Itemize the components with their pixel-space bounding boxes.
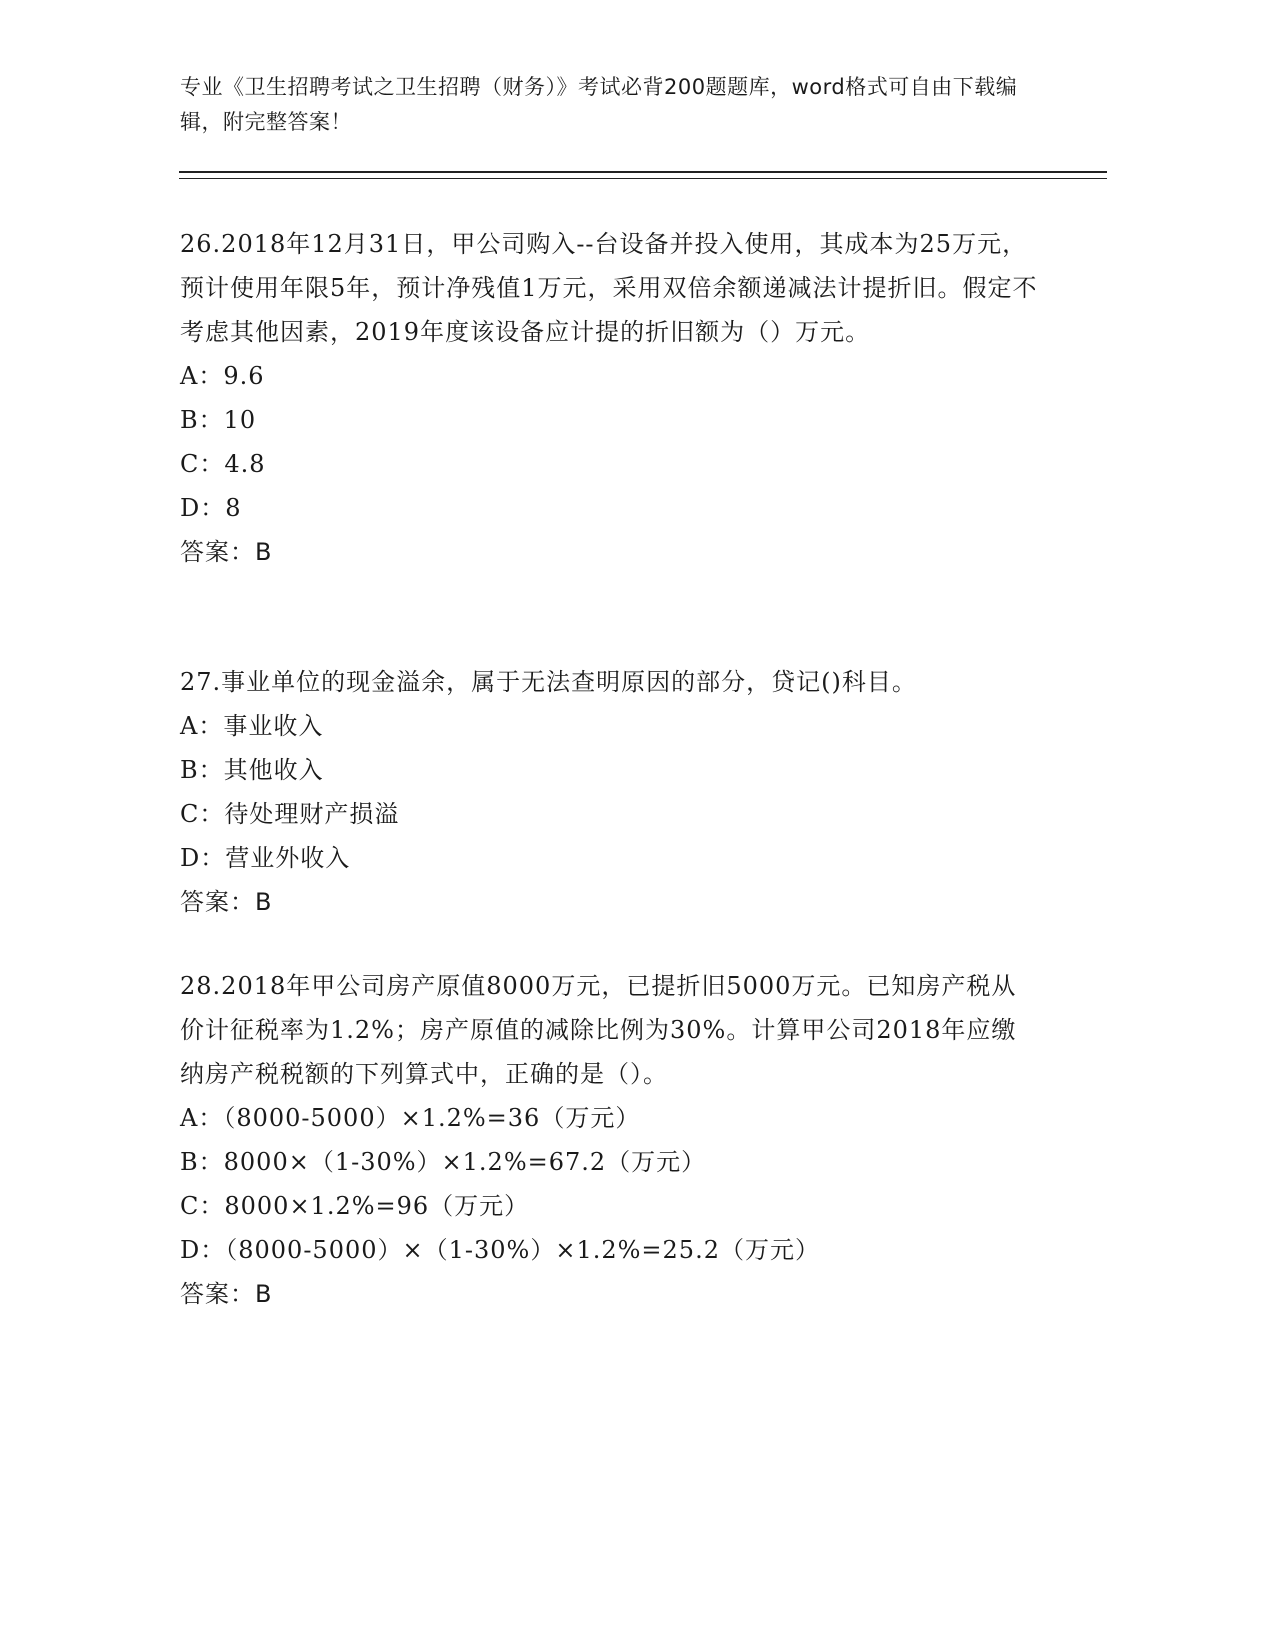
- option-c: C：4.8: [180, 450, 266, 478]
- header-divider-top: [179, 171, 1107, 173]
- question-26: [180, 222, 1040, 574]
- question-stem: 27.事业单位的现金溢余，属于无法查明原因的部分，贷记()科目。: [180, 668, 917, 696]
- option-c: C：待处理财产损溢: [180, 800, 400, 828]
- question-27: [180, 660, 1040, 924]
- option-a: A：（8000-5000）×1.2%=36（万元）: [180, 1104, 641, 1132]
- option-b: B：其他收入: [180, 756, 324, 784]
- answer: 答案：B: [180, 888, 273, 916]
- option-a: A：事业收入: [180, 712, 324, 740]
- option-b: B：10: [180, 406, 257, 434]
- option-c: C：8000×1.2%=96（万元）: [180, 1192, 530, 1220]
- option-b: B：8000×（1-30%）×1.2%=67.2（万元）: [180, 1148, 707, 1176]
- answer: 答案：B: [180, 538, 273, 566]
- option-a: A：9.6: [180, 362, 265, 390]
- answer: 答案：B: [180, 1280, 273, 1308]
- question-stem: 26.2018年12月31日，甲公司购入--台设备并投入使用，其成本为25万元，预计使用年限5年，预计净残值1万元，采用双倍余额递减法计提折旧。假定不考虑其他因素，2019年度该设备应计提的折旧额为（）万元。: [180, 230, 1038, 346]
- option-d: D：（8000-5000）×（1-30%）×1.2%=25.2（万元）: [180, 1236, 820, 1264]
- document-header: [180, 70, 1040, 140]
- option-d: D：营业外收入: [180, 844, 351, 872]
- option-d: D：8: [180, 494, 242, 522]
- question-stem: 28.2018年甲公司房产原值8000万元，已提折旧5000万元。已知房产税从价计征税率为1.2%；房产原值的减除比例为30%。计算甲公司2018年应缴纳房产税税额的下列算式中，正确的是（）。: [180, 972, 1017, 1088]
- header-divider-bottom: [179, 178, 1107, 179]
- header-text: 专业《卫生招聘考试之卫生招聘（财务）》考试必背200题题库，word格式可自由下载编辑，附完整答案！: [180, 75, 1018, 134]
- question-28: [180, 964, 1040, 1316]
